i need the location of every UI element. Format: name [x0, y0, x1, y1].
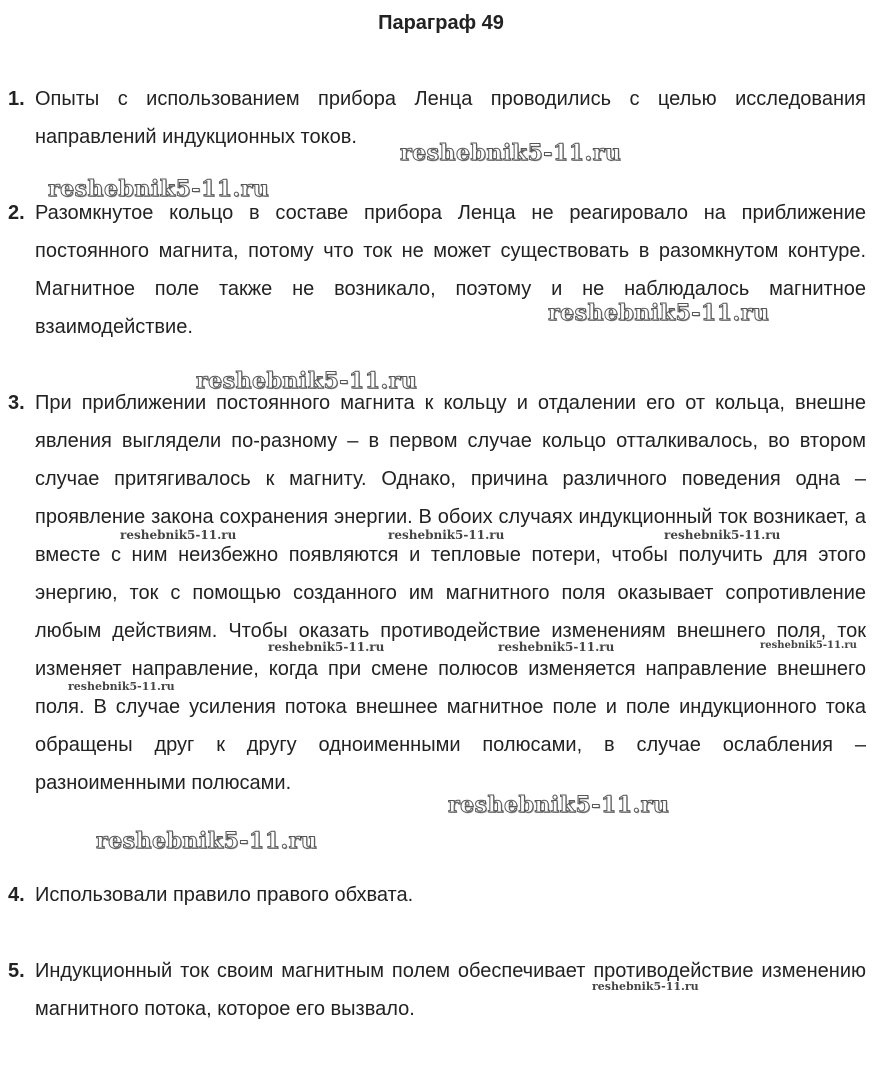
item-text: Индукционный ток своим магнитным полем обеспечивает противодействие изменению магнитного потока, которое его вызвало.	[35, 960, 866, 1020]
item-number: 5.	[8, 960, 25, 982]
watermark: reshebnik5-11.ru	[48, 176, 270, 202]
watermark: reshebnik5-11.ru	[96, 828, 318, 854]
page-title: Параграф 49	[378, 12, 504, 34]
watermark: reshebnik5-11.ru	[548, 300, 770, 326]
watermark: reshebnik5-11.ru	[196, 368, 418, 394]
item-text: Разомкнутое кольцо в составе прибора Ленца не реагировало на приближение постоянного магнита, потому что ток не может существовать в разомкнутом контуре. Магнитное поле также не возникало, поэтому и не наблюдалось магнитное взаимодействие.	[35, 202, 866, 338]
item-number: 3.	[8, 392, 25, 414]
watermark: reshebnik5-11.ru	[120, 528, 237, 542]
item-number: 1.	[8, 88, 25, 110]
watermark: reshebnik5-11.ru	[592, 980, 699, 993]
watermark: reshebnik5-11.ru	[664, 528, 781, 542]
item-text: Использовали правило правого обхвата.	[35, 884, 414, 906]
watermark: reshebnik5-11.ru	[400, 140, 622, 166]
watermark: reshebnik5-11.ru	[268, 640, 385, 654]
item-text: При приближении постоянного магнита к кольцу и отдалении его от кольца, внешне явления выглядели по-разному – в первом случае кольцо отталкивалось, во втором случае притягивалось к магниту. Однако, причина различного поведения одна – проявление закона сохранения энергии. В обоих случаях индукционный ток возникает, а вместе с ним неизбежно появляются и тепловые потери, чтобы получить для этого энергию, ток с помощью созданного им магнитного поля оказывает сопротивление любым действиям. Чтобы оказать противодействие изменениям внешнего поля, ток изменяет направление, когда при смене полюсов изменяется направление внешнего поля. В случае усиления потока внешнее магнитное поле и поле индукционного тока обращены друг к другу одноименными полюсами, в случае ослабления – разноименными полюсами.	[35, 392, 866, 794]
watermark: reshebnik5-11.ru	[448, 792, 670, 818]
watermark: reshebnik5-11.ru	[760, 640, 857, 651]
watermark: reshebnik5-11.ru	[68, 680, 175, 693]
watermark: reshebnik5-11.ru	[388, 528, 505, 542]
watermark: reshebnik5-11.ru	[498, 640, 615, 654]
item-text: Опыты с использованием прибора Ленца проводились с целью исследования направлений индукционных токов.	[35, 88, 866, 148]
item-number: 2.	[8, 202, 25, 224]
item-number: 4.	[8, 884, 25, 906]
